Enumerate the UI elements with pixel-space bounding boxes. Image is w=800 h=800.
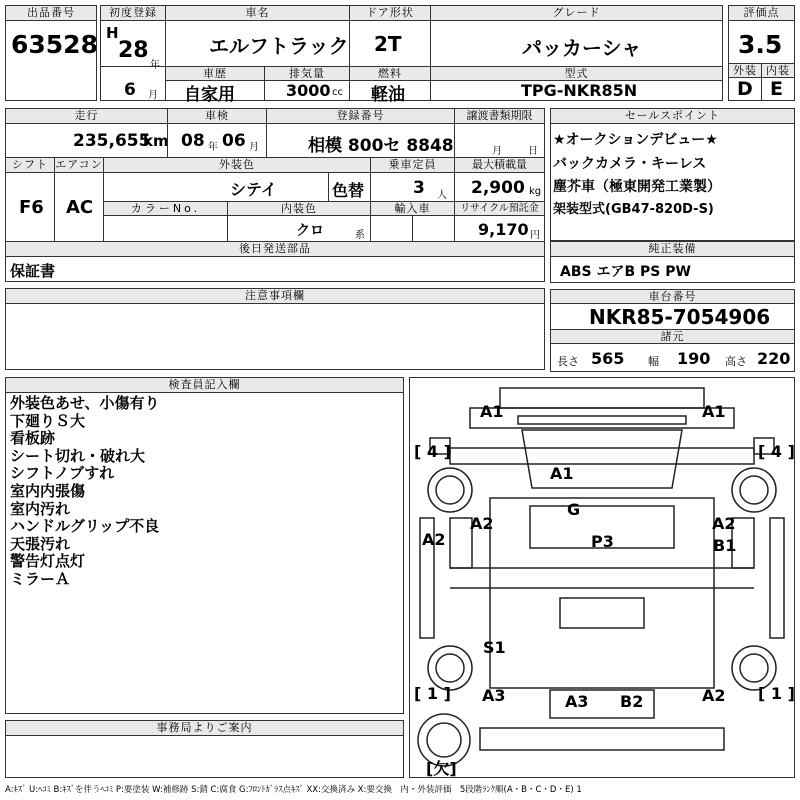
history-label: 車歴 xyxy=(165,66,265,81)
damage-mark: A2 xyxy=(470,514,494,533)
sales-label: セールスポイント xyxy=(550,108,795,124)
color-no-cell xyxy=(103,215,228,242)
score: 3.5 xyxy=(738,30,783,59)
height-label: 高さ xyxy=(725,355,747,368)
damage-mark: A3 xyxy=(565,692,589,711)
car-name: エルフトラック xyxy=(209,34,349,58)
interior-grade: E xyxy=(770,78,783,100)
dims-label: 諸元 xyxy=(550,329,795,344)
damage-mark: A1 xyxy=(550,464,574,483)
transfer-month-unit: 月 xyxy=(492,146,502,157)
color-label: 外装色 xyxy=(103,157,371,173)
mileage-label: 走行 xyxy=(5,108,168,124)
insp-year-unit: 年 xyxy=(208,142,218,153)
shift-label: シフト xyxy=(5,157,55,173)
width-label: 幅 xyxy=(648,355,659,368)
lot-number: 63528 xyxy=(11,30,98,59)
damage-mark: P3 xyxy=(591,532,614,551)
damage-mark: B1 xyxy=(713,536,737,555)
ac: AC xyxy=(66,197,94,218)
fuel: 軽油 xyxy=(371,85,405,105)
inspector-note: 天張汚れ xyxy=(10,534,71,553)
inspector-note: ハンドルグリップ不良 xyxy=(10,517,160,536)
color-change: 色替 xyxy=(332,181,365,200)
ac-label: エアコン xyxy=(55,158,103,171)
load-label: 最大積載量 xyxy=(454,157,545,173)
width: 190 xyxy=(677,349,711,368)
legend: A:ｷｽﾞ U:ﾍｺﾐ B:ｷｽﾞを伴うﾍｺﾐ P:要塗装 W:補修跡 S:錆 C:腐食 G:ﾌﾛﾝﾄｶﾞﾗｽ点ｷｽﾞ XX:交換済み X:要交換 内・外装評価 5段階ﾗﾝｸ順(A・B・C・D・E) 1 xyxy=(5,785,582,795)
insp-month: 06 xyxy=(222,131,246,151)
sales-line: ★オークションデビュー★ xyxy=(553,132,718,148)
damage-mark: [ 4 ] xyxy=(758,442,795,461)
exterior-grade: D xyxy=(737,78,753,100)
transfer-day-unit: 日 xyxy=(528,146,538,157)
damage-mark: B2 xyxy=(620,692,644,711)
sales-line: 塵芥車（極東開発工業製） xyxy=(553,179,721,195)
inspector-note: 室内内張傷 xyxy=(10,481,86,500)
damage-mark: G xyxy=(567,500,581,519)
insp-year: 08 xyxy=(181,131,205,151)
damage-mark: [欠] xyxy=(426,759,457,778)
caution-cell xyxy=(5,303,545,370)
sales-line: 架装型式(GB47-820D-S) xyxy=(553,202,714,217)
int-color: クロ xyxy=(296,223,324,239)
equipment-label: 純正装備 xyxy=(550,241,795,257)
inspector-note: シート切れ・破れ大 xyxy=(10,446,146,465)
damage-diagram xyxy=(409,377,795,778)
length-label: 長さ xyxy=(557,355,579,368)
office-cell xyxy=(5,735,404,778)
km-unit: km xyxy=(143,132,169,150)
inspector-label: 検査員記入欄 xyxy=(5,377,404,393)
reg-month: 6 xyxy=(124,80,136,100)
height: 220 xyxy=(757,349,791,368)
capacity-label: 乗車定員 xyxy=(370,157,455,173)
damage-mark: [ 4 ] xyxy=(414,442,451,461)
cc-unit: cc xyxy=(332,87,343,98)
caution-label: 注意事項欄 xyxy=(5,288,545,304)
chassis-label: 車台番号 xyxy=(550,289,795,304)
score-label: 評価点 xyxy=(728,5,795,21)
mileage: 235,655 xyxy=(73,131,151,151)
damage-mark: A1 xyxy=(702,402,726,421)
equipment: ABS エアB PS PW xyxy=(560,264,691,280)
first-reg-label: 初度登録 xyxy=(100,5,166,21)
int-color-label: 内装色 xyxy=(227,201,371,216)
capacity-unit: 人 xyxy=(437,190,447,201)
damage-mark: S1 xyxy=(483,638,506,657)
load-unit: kg xyxy=(529,186,542,197)
era: H xyxy=(106,24,119,42)
inspector-note: 外装色あせ、小傷有り xyxy=(10,394,160,412)
grade: パッカーシャ xyxy=(522,36,642,60)
inspector-notes xyxy=(5,392,404,714)
truck-outline xyxy=(410,378,794,777)
exterior-label: 外装 xyxy=(728,63,762,78)
damage-mark: [ 1 ] xyxy=(414,684,451,703)
insp-month-unit: 月 xyxy=(249,142,259,153)
inspector-note: ミラーＡ xyxy=(10,569,71,588)
grade-label: グレード xyxy=(430,5,723,21)
lot-label: 出品番号 xyxy=(5,5,97,21)
recycle-label: リサイクル預託金 xyxy=(454,201,545,216)
inspector-note: 下廻りＳ大 xyxy=(10,411,86,430)
sales-line: バックカメラ・キーレス xyxy=(553,156,707,172)
car-name-label: 車名 xyxy=(165,5,350,21)
later-parts: 保証書 xyxy=(10,262,56,280)
damage-mark: A2 xyxy=(422,530,446,549)
inspector-note: 看板跡 xyxy=(10,429,56,448)
import-cell-a xyxy=(370,215,413,242)
model-label: 型式 xyxy=(430,66,723,81)
inspection-label: 車検 xyxy=(167,108,267,124)
import-cell-b xyxy=(412,215,455,242)
month-unit: 月 xyxy=(148,90,158,101)
recycle-unit: 円 xyxy=(530,230,540,241)
capacity: 3 xyxy=(413,178,425,198)
displacement: 3000 xyxy=(286,81,331,100)
fuel-label: 燃料 xyxy=(349,66,431,81)
history: 自家用 xyxy=(184,85,235,105)
import-label: 輸入車 xyxy=(370,201,455,216)
damage-mark: A1 xyxy=(480,402,504,421)
year-unit: 年 xyxy=(150,60,160,71)
plate-label: 登録番号 xyxy=(266,108,455,124)
plate: 相模 800セ 8848 xyxy=(308,136,454,156)
inspector-note: シフトノブすれ xyxy=(10,464,115,483)
chassis-number: NKR85-7054906 xyxy=(589,305,771,329)
interior-label: 内装 xyxy=(761,63,795,78)
recycle: 9,170 xyxy=(478,220,529,239)
damage-mark: A2 xyxy=(702,686,726,705)
office-label: 事務局よりご案内 xyxy=(5,720,404,736)
int-color-unit: 系 xyxy=(355,230,365,241)
shift: F6 xyxy=(19,197,44,218)
inspector-note: 警告灯点灯 xyxy=(10,552,86,571)
load: 2,900 xyxy=(471,178,525,198)
later-parts-cell xyxy=(5,256,545,282)
reg-year: 28 xyxy=(118,38,149,63)
inspector-note: 室内汚れ xyxy=(10,499,71,518)
door-type: 2T xyxy=(374,32,402,56)
length: 565 xyxy=(591,349,625,368)
color: シテイ xyxy=(230,180,277,199)
damage-mark: A3 xyxy=(482,686,506,705)
color-no-label: カラーNo. xyxy=(103,201,228,216)
damage-mark: A2 xyxy=(712,514,736,533)
transfer-label: 譲渡書類期限 xyxy=(454,108,545,124)
door-label: ドア形状 xyxy=(349,5,431,21)
model: TPG-NKR85N xyxy=(521,81,638,100)
displacement-label: 排気量 xyxy=(264,66,350,81)
later-parts-label: 後日発送部品 xyxy=(5,241,545,257)
damage-mark: [ 1 ] xyxy=(758,684,795,703)
